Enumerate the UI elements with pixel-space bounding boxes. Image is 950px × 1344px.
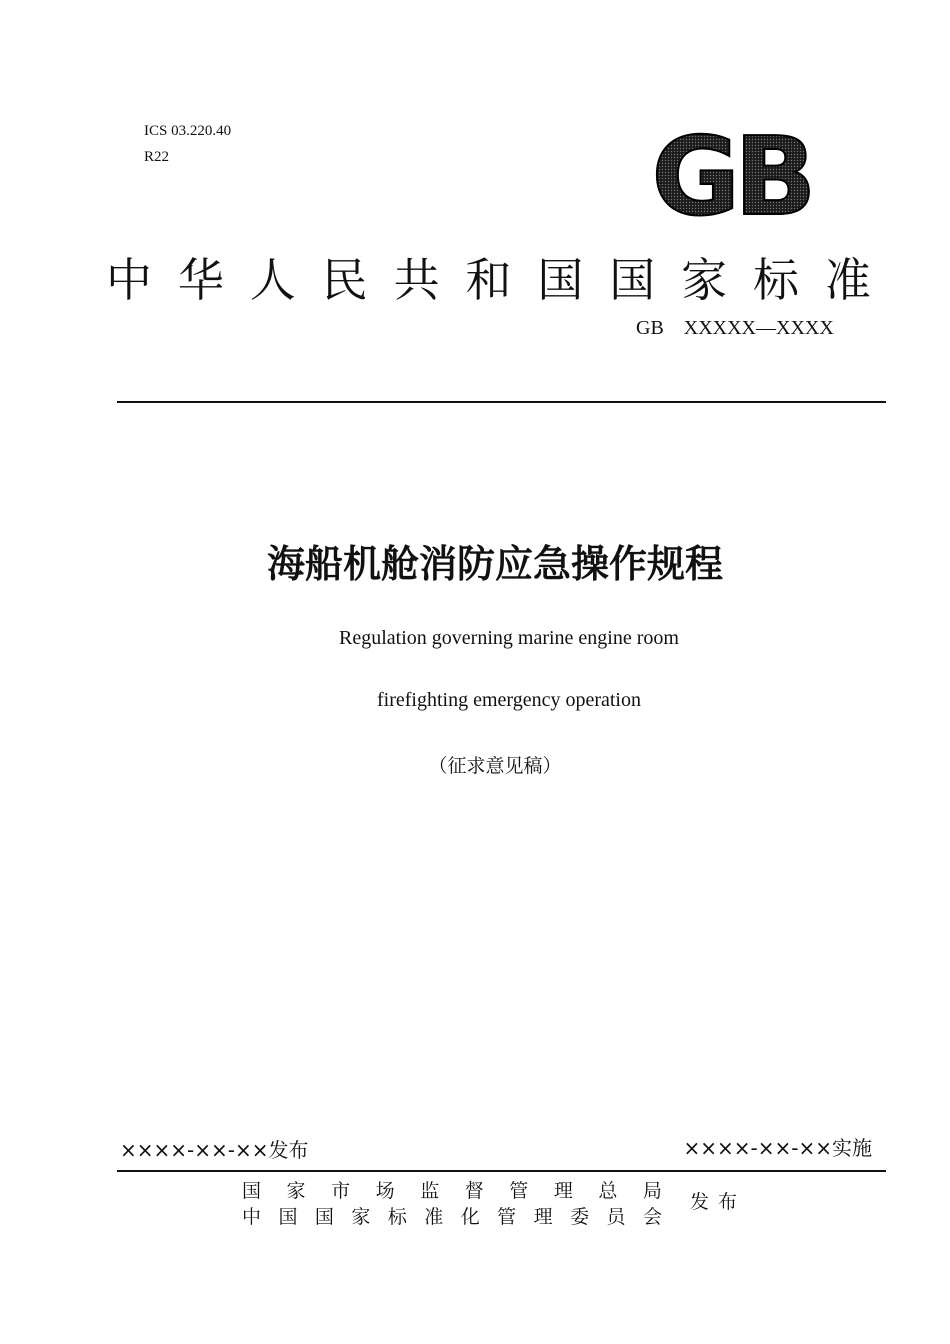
national-standard-title	[106, 252, 871, 308]
issuer-char: 理	[533, 1206, 553, 1228]
standard-number: GB XXXXX—XXXX	[636, 317, 834, 339]
national-title-char: 准	[824, 253, 871, 307]
document-title-en-line2: firefighting emergency operation	[377, 689, 641, 711]
issuer-char: 管	[497, 1206, 517, 1228]
issuer-char: 国	[242, 1180, 262, 1202]
national-title-char: 民	[321, 253, 368, 307]
document-title-en-line1: Regulation governing marine engine room	[339, 627, 679, 649]
issuer-char: 监	[420, 1180, 440, 1202]
issued-label: 发布	[690, 1191, 747, 1213]
national-title-char: 国	[609, 253, 656, 307]
implement-date: ××××-××-××实施	[683, 1136, 872, 1160]
issuer-char: 中	[242, 1206, 262, 1228]
national-title-char: 共	[393, 253, 440, 307]
gb-logo-text: GB	[651, 126, 811, 222]
issuer-char: 会	[642, 1206, 662, 1228]
issuer-char: 督	[464, 1180, 484, 1202]
issuer-char: 国	[314, 1206, 334, 1228]
ccs-code: R22	[144, 149, 170, 165]
bottom-divider	[117, 1170, 886, 1172]
national-title-char: 人	[249, 253, 296, 307]
ics-code: ICS 03.220.40	[144, 123, 232, 139]
issuer-char: 管	[509, 1180, 529, 1202]
issuer-char: 国	[278, 1206, 298, 1228]
national-title-char: 标	[753, 253, 800, 307]
classification-codes	[144, 118, 231, 170]
issuer-char: 家	[351, 1206, 371, 1228]
issuer-char: 员	[606, 1206, 626, 1228]
issuer-char: 理	[553, 1180, 573, 1202]
document-title-zh: 海船机舱消防应急操作规程	[266, 542, 723, 586]
issuer-char: 总	[598, 1180, 618, 1202]
issuer-char: 家	[286, 1180, 306, 1202]
issuer-char: 准	[424, 1206, 444, 1228]
gb-logo-icon	[640, 126, 822, 222]
national-title-char: 和	[465, 253, 512, 307]
draft-note: （征求意见稿）	[428, 755, 562, 777]
issuer-char: 局	[642, 1180, 662, 1202]
issuer-samr	[242, 1178, 662, 1204]
publish-date: ××××-××-××发布	[120, 1138, 309, 1162]
issuer-char: 化	[460, 1206, 480, 1228]
issuer-char: 市	[331, 1180, 351, 1202]
national-title-char: 华	[177, 253, 224, 307]
issuer-char: 标	[387, 1206, 407, 1228]
issuing-authorities	[242, 1178, 662, 1230]
national-title-char: 中	[106, 253, 152, 307]
national-title-char: 国	[537, 253, 584, 307]
issuer-char: 委	[570, 1206, 590, 1228]
national-title-char: 家	[681, 253, 728, 307]
top-divider	[117, 401, 886, 403]
issuer-char: 场	[375, 1180, 395, 1202]
issuer-sac	[242, 1204, 662, 1230]
